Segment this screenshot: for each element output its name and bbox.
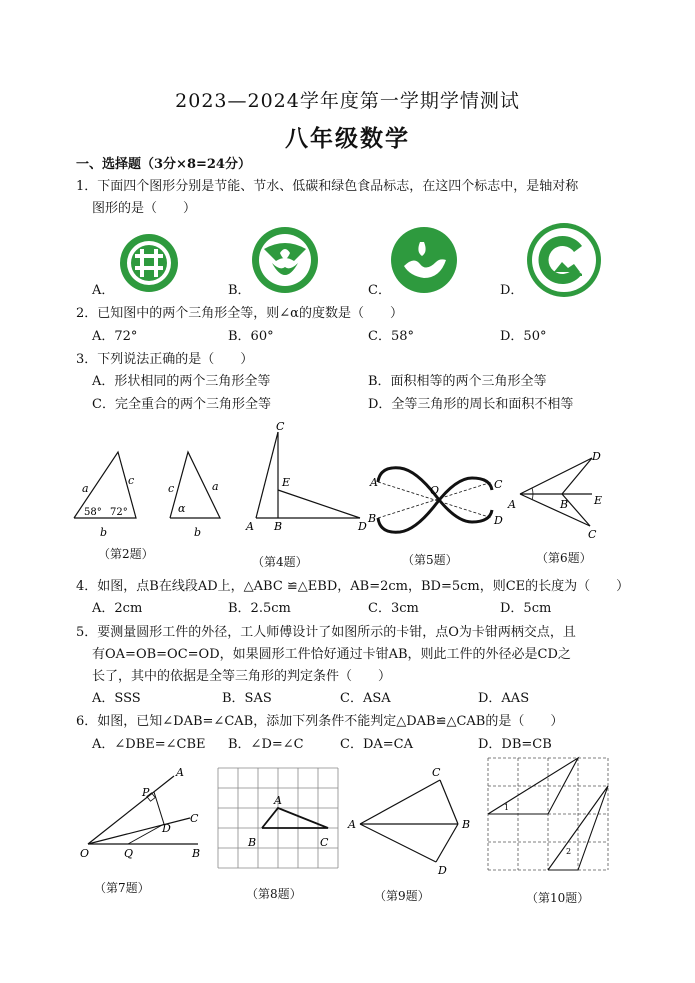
fig4-label-e: E — [282, 476, 291, 489]
fig2-label-angle72: 72° — [110, 507, 128, 518]
figure-q10-grid — [486, 756, 612, 886]
q4-option-b: B．2.5cm — [228, 601, 291, 616]
caption-fig10: （第10题） — [526, 891, 590, 905]
caption-fig2: （第2题） — [98, 547, 154, 561]
fig8-label-a: A — [274, 794, 282, 807]
q3-option-a: A．形状相同的两个三角形全等 — [92, 374, 271, 389]
fig2-label-angle58: 58° — [84, 507, 102, 518]
q1-option-a: A． — [92, 283, 115, 298]
fig10-label-2: 2 — [566, 847, 572, 856]
q2-option-d: D．50° — [500, 329, 547, 344]
subject-title: 八年级数学 — [285, 125, 410, 152]
q3-option-d: D．全等三角形的周长和面积不相等 — [368, 397, 574, 412]
water-saving-logo-icon — [250, 225, 320, 295]
fig8-label-b: B — [248, 836, 257, 849]
fig9-label-b: B — [462, 818, 471, 831]
fig2-label-a2: a — [212, 480, 219, 493]
q2-option-c: C．58° — [368, 329, 414, 344]
q4-option-c: C．3cm — [368, 601, 419, 616]
figure-q6 — [504, 448, 614, 543]
q1-stem-line2: 图形的是（ ） — [92, 201, 197, 216]
fig7-label-a: A — [176, 766, 184, 779]
fig6-label-c: C — [588, 528, 597, 541]
fig9-label-a: A — [348, 818, 356, 831]
fig5-label-b: B — [368, 512, 377, 525]
q5-stem-line3: 长了，其中的依据是全等三角形的判定条件（ ） — [92, 669, 392, 684]
fig6-label-d: D — [592, 450, 601, 463]
q5-option-c: C．ASA — [340, 691, 391, 706]
caption-fig7: （第7题） — [94, 881, 150, 895]
q1-option-d: D． — [500, 283, 524, 298]
figure-q9 — [344, 764, 474, 879]
q1-stem-line1: 1．下面四个图形分别是节能、节水、低碳和绿色食品标志，在这四个标志中，是轴对称 — [76, 179, 579, 194]
fig9-label-c: C — [432, 766, 441, 779]
exam-title: 2023—2024学年度第一学期学情测试 — [175, 90, 520, 112]
q6-option-b: B．∠D=∠C — [228, 737, 304, 752]
section-heading: 一、选择题（3分×8=24分） — [76, 157, 251, 172]
fig7-label-p: P — [142, 786, 150, 799]
q6-option-a: A．∠DBE=∠CBE — [92, 737, 206, 752]
fig7-label-q: Q — [124, 847, 134, 860]
fig7-label-b: B — [192, 847, 201, 860]
fig2-label-c1: c — [128, 474, 135, 487]
q6-stem: 6．如图，已知∠DAB=∠CAB，添加下列条件不能判定△DAB≌△CAB的是（ ） — [76, 714, 564, 729]
fig7-label-c: C — [190, 812, 199, 825]
q4-option-a: A．2cm — [92, 601, 143, 616]
fig6-label-e: E — [594, 494, 603, 507]
figure-q2-triangles — [68, 448, 238, 543]
q6-option-d: D．DB=CB — [478, 737, 552, 752]
caption-fig8: （第8题） — [246, 887, 302, 901]
fig4-label-d: D — [358, 520, 367, 533]
low-carbon-logo-icon — [390, 226, 458, 294]
q5-option-b: B．SAS — [222, 691, 272, 706]
q2-stem: 2．已知图中的两个三角形全等，则∠α的度数是（ ） — [76, 306, 403, 321]
fig10-label-1: 1 — [504, 803, 510, 812]
q3-option-b: B．面积相等的两个三角形全等 — [368, 374, 547, 389]
q2-option-b: B．60° — [228, 329, 274, 344]
fig7-label-d: D — [162, 822, 171, 835]
caption-fig5: （第5题） — [402, 553, 458, 567]
q2-option-a: A．72° — [92, 329, 138, 344]
fig2-label-a1: a — [82, 482, 89, 495]
caption-fig4: （第4题） — [252, 555, 308, 569]
q4-stem: 4．如图，点B在线段AD上，△ABC ≌△EBD，AB=2cm，BD=5cm，则CE的长度为（ ） — [76, 579, 630, 594]
fig4-label-c: C — [276, 420, 285, 433]
fig6-label-b: B — [560, 498, 569, 511]
q1-option-c: C． — [368, 283, 391, 298]
fig8-label-c: C — [320, 836, 329, 849]
fig2-label-alpha: α — [178, 502, 186, 515]
fig5-label-c: C — [494, 478, 503, 491]
q3-stem: 3．下列说法正确的是（ ） — [76, 352, 254, 367]
energy-saving-logo-icon — [118, 232, 180, 294]
q5-option-a: A．SSS — [92, 691, 141, 706]
fig5-label-a: A — [370, 476, 378, 489]
q4-option-d: D．5cm — [500, 601, 552, 616]
figure-q5-calipers — [366, 460, 506, 540]
fig5-label-o: O — [430, 484, 440, 497]
fig9-label-d: D — [438, 864, 447, 877]
caption-fig9: （第9题） — [374, 889, 430, 903]
fig5-label-d: D — [494, 514, 503, 527]
fig4-label-b: B — [274, 520, 283, 533]
figure-q4 — [240, 418, 370, 533]
figure-q7 — [74, 764, 214, 864]
q5-option-d: D．AAS — [478, 691, 530, 706]
green-food-logo-icon — [526, 222, 602, 298]
fig6-label-a: A — [508, 498, 516, 511]
caption-fig6: （第6题） — [536, 551, 592, 565]
fig2-label-b1: b — [100, 526, 108, 539]
q3-option-c: C．完全重合的两个三角形全等 — [92, 397, 271, 412]
fig2-label-c2: c — [168, 482, 175, 495]
q5-stem-line2: 有OA=OB=OC=OD，如果圆形工件恰好通过卡钳AB，则此工件的外径必是CD之 — [92, 647, 571, 662]
q1-option-b: B． — [228, 283, 251, 298]
fig7-label-o: O — [80, 847, 90, 860]
q6-option-c: C．DA=CA — [340, 737, 413, 752]
q5-stem-line1: 5．要测量圆形工件的外径，工人师傅设计了如图所示的卡钳，点O为卡钳两柄交点，且 — [76, 625, 576, 640]
fig2-label-b2: b — [194, 526, 202, 539]
figure-q8-grid — [216, 766, 344, 878]
fig4-label-a: A — [246, 520, 254, 533]
